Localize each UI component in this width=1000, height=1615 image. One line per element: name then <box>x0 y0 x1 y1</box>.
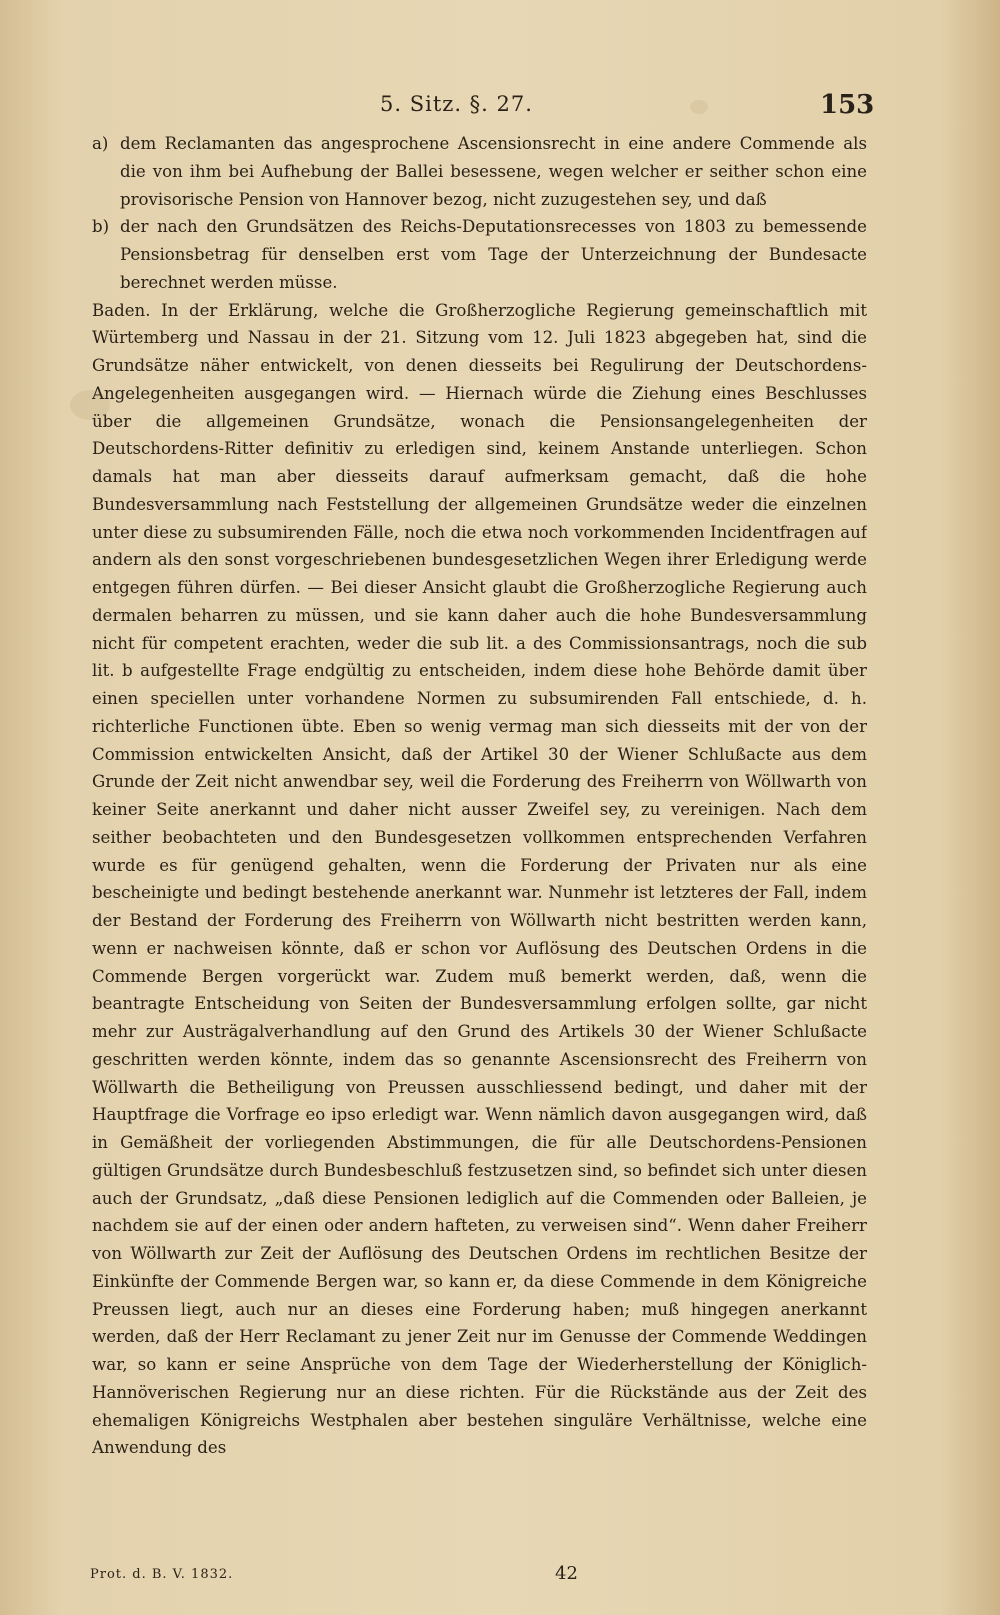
list-item-text: dem Reclamanten das angesprochene Ascensionsrecht in eine andere Commende als die von ihm bei Aufhebung der Ballei besessene, wegen welcher er seither schon eine provisorische Pension von Hannover bezog, nicht zuzugestehen sey, und daß <box>120 134 867 209</box>
list-marker: a) <box>92 134 109 153</box>
page-number: 153 <box>820 90 875 120</box>
list-item-text: der nach den Grundsätzen des Reichs-Deputationsrecesses von 1803 zu bemessende Pensionsbetrag für denselben erst vom Tage der Unterzeichnung der Bundesacte berechnet werden müsse. <box>120 217 867 292</box>
page-footer <box>0 1563 1000 1597</box>
footer-source: Prot. d. B. V. 1832. <box>90 1567 234 1582</box>
paragraph: Baden. In der Erklärung, welche die Großherzogliche Regierung gemeinschaftlich mit Würtemberg und Nassau in der 21. Sitzung vom 12. Juli 1823 abgegeben hat, sind die Grundsätze näher entwickelt, von denen diesseits bei Regulirung der Deutschordens-Angelegenheiten ausgegangen wird. — Hiernach würde die Ziehung eines Beschlusses über die allgemeinen Grundsätze, wonach die Pensionsangelegenheiten der Deutschordens-Ritter definitiv zu erledigen sind, keinem Anstande unterliegen. Schon damals hat man aber diesseits darauf aufmerksam gemacht, daß die hohe Bundesversammlung nach Feststellung der allgemeinen Grundsätze weder die einzelnen unter diese zu subsumirenden Fälle, noch die etwa noch vorkommenden Incidentfragen auf andern als den sonst vorgeschriebenen bundesgesetzlichen Wegen ihrer Erledigung werde entgegen führen dürfen. — Bei dieser Ansicht glaubt die Großherzogliche Regierung auch dermalen beharren zu müssen, und sie kann daher auch die hohe Bundesversammlung nicht für competent erachten, weder die sub lit. a des Commissionsantrags, noch die sub lit. b aufgestellte Frage endgültig zu entscheiden, indem diese hohe Behörde damit über einen speciellen unter vorhandene Normen zu subsumirenden Fall entschiede, d. h. richterliche Functionen übte. Eben so wenig vermag man sich diesseits mit der von der Commission entwickelten Ansicht, daß der Artikel 30 der Wiener Schlußacte aus dem Grunde der Zeit nicht anwendbar sey, weil die Forderung des Freiherrn von Wöllwarth von keiner Seite anerkannt und daher nicht ausser Zweifel sey, zu vereinigen. Nach dem seither beobachteten und den Bundesgesetzen vollkommen entsprechenden Verfahren wurde es für genügend gehalten, wenn die Forderung der Privaten nur als eine bescheinigte und bedingt bestehende anerkannt war. Nunmehr ist letzteres der Fall, indem der Bestand der Forderung des Freiherrn von Wöllwarth nicht bestritten werden kann, wenn er nachweisen könnte, daß er schon vor Auflösung des Deutschen Ordens in die Commende Bergen vorgerückt war. Zudem muß bemerkt werden, daß, wenn die beantragte Entscheidung von Seiten der Bundesversammlung erfolgen sollte, gar nicht mehr zur Austrägalverhandlung auf den Grund des Artikels 30 der Wiener Schlußacte geschritten werden könnte, indem das so genannte Ascensionsrecht des Freiherrn von Wöllwarth die Betheiligung von Preussen ausschliessend bedingt, und daher mit der Hauptfrage die Vorfrage eo ipso erledigt war. Wenn nämlich davon ausgegangen wird, daß in Gemäßheit der vorliegenden Abstimmungen, die für alle Deutschordens-Pensionen gültigen Grundsätze durch Bundesbeschluß festzusetzen sind, so befindet sich unter diesen auch der Grundsatz, „daß diese Pensionen lediglich auf die Commenden oder Balleien, je nachdem sie auf der einen oder andern hafteten, zu verweisen sind“. Wenn daher Freiherr von Wöllwarth zur Zeit der Auflösung des Deutschen Ordens im rechtlichen Besitze der Einkünfte der Commende Bergen war, so kann er, da diese Commende in dem Königreiche Preussen liegt, auch nur an dieses eine Forderung haben; muß hingegen anerkannt werden, daß der Herr Reclamant zu jener Zeit nur im Genusse der Commende Weddingen war, so kann er seine Ansprüche von dem Tage der Wiederherstellung der Königlich-Hannöverischen Regierung nur an diese richten. Für die Rückstände aus der Zeit des ehemaligen Königreichs Westphalen aber bestehen singuläre Verhältnisse, welche eine Anwendung des <box>92 300 867 1458</box>
running-head <box>0 92 1000 132</box>
section-heading: 5. Sitz. §. 27. <box>380 92 533 116</box>
list-item-a <box>92 130 867 213</box>
body-text <box>92 130 867 1560</box>
signature-mark: 42 <box>555 1563 578 1584</box>
list-item-b <box>92 213 867 296</box>
list-marker: b) <box>92 217 110 237</box>
